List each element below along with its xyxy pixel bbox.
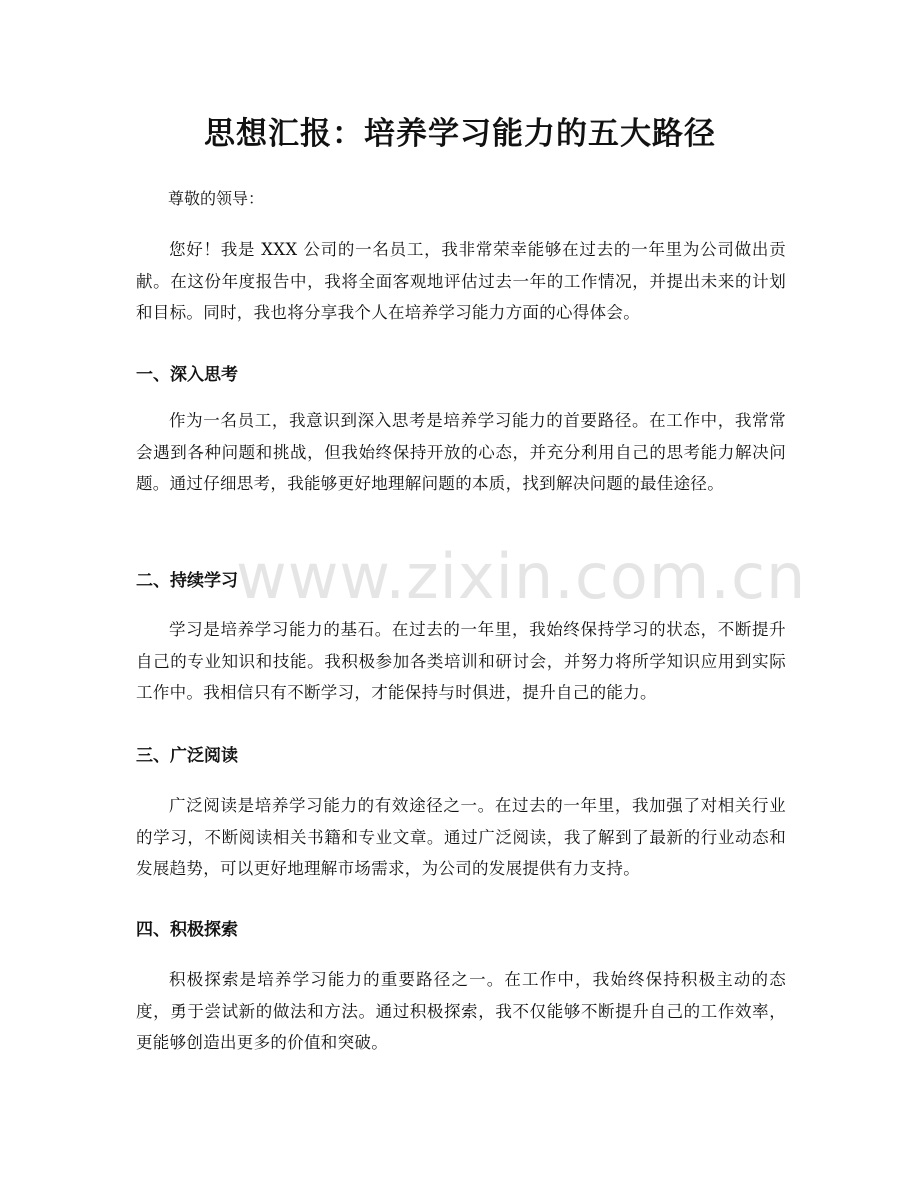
section-heading-1: 一、深入思考: [136, 365, 238, 385]
intro-paragraph: 您好！我是 XXX 公司的一名员工，我非常荣幸能够在过去的一年里为公司做出贡献。在这份年度报告中，我将全面客观地评估过去一年的工作情况，并提出未来的计划和目标。同时，我也将分享我个人在培养学习能力方面的心得体会。: [136, 240, 786, 322]
section-body-1: 作为一名员工，我意识到深入思考是培养学习能力的首要路径。在工作中，我常常会遇到各种问题和挑战，但我始终保持开放的心态，并充分利用自己的思考能力解决问题。通过仔细思考，我能够更好地理解问题的本质，找到解决问题的最佳途径。: [136, 411, 786, 493]
section-body-3: 广泛阅读是培养学习能力的有效途径之一。在过去的一年里，我加强了对相关行业的学习，不断阅读相关书籍和专业文章。通过广泛阅读，我了解到了最新的行业动态和发展趋势，可以更好地理解市场需求，为公司的发展提供有力支持。: [136, 796, 786, 878]
section-body-2: 学习是培养学习能力的基石。在过去的一年里，我始终保持学习的状态，不断提升自己的专业知识和技能。我积极参加各类培训和研讨会，并努力将所学知识应用到实际工作中。我相信只有不断学习，才能保持与时俱进，提升自己的能力。: [136, 620, 786, 702]
section-heading-2: 二、持续学习: [136, 571, 238, 591]
salutation: 尊敬的领导：: [168, 189, 265, 208]
document-title: 思想汇报：培养学习能力的五大路径: [204, 116, 716, 152]
section-body-4: 积极探索是培养学习能力的重要路径之一。在工作中，我始终保持积极主动的态度，勇于尝试新的做法和方法。通过积极探索，我不仅能够不断提升自己的工作效率，更能够创造出更多的价值和突破。: [136, 970, 786, 1052]
section-heading-4: 四、积极探索: [136, 920, 238, 940]
section-heading-3: 三、广泛阅读: [136, 746, 238, 766]
watermark: www.zixin.com.cn: [236, 540, 807, 613]
